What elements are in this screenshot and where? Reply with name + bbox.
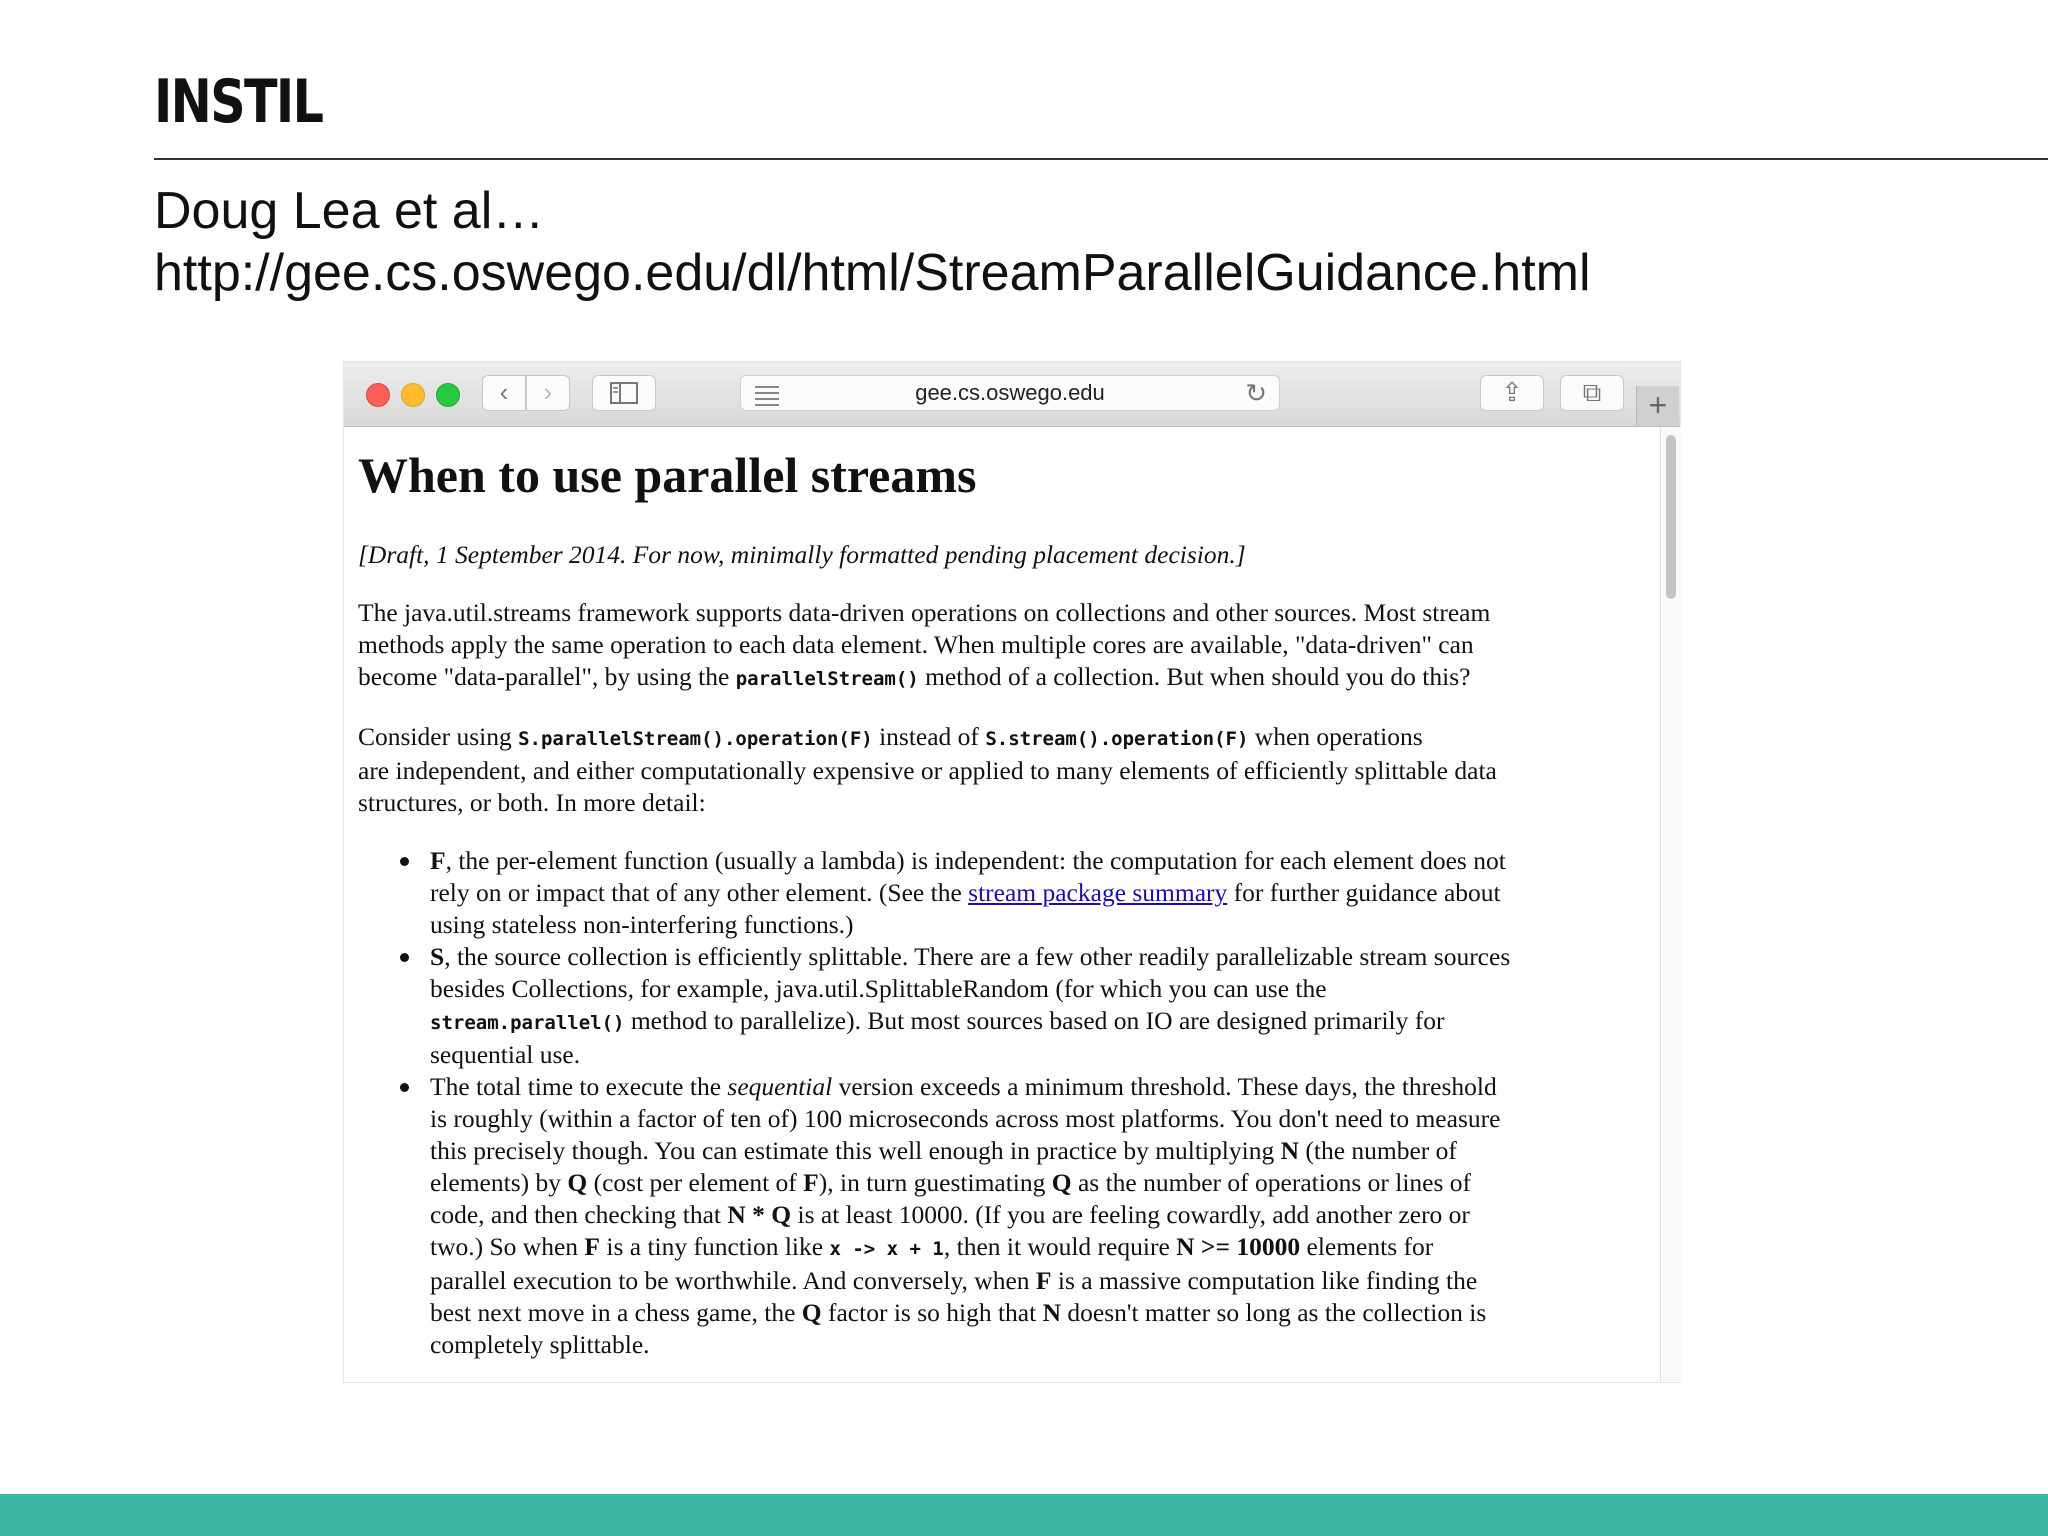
text-span: method to parallelize). But most sources based on IO are designed primarily for [624, 1006, 1445, 1035]
zoom-window-button[interactable] [436, 383, 460, 407]
code-stream-parallel: stream.parallel() [430, 1012, 625, 1034]
text-span: doesn't matter so long as the collection is [1061, 1298, 1487, 1327]
text-span: rely on or impact that of any other element. (See the [430, 878, 969, 907]
plus-icon: + [1648, 387, 1668, 423]
list-line [430, 1167, 1658, 1199]
reload-icon[interactable]: ↻ [1245, 378, 1267, 408]
text-span: elements for [1300, 1232, 1434, 1261]
share-icon: ⇪ [1501, 377, 1523, 407]
draft-note: [Draft, 1 September 2014. For now, minimally formatted pending placement decision.] [358, 540, 1246, 569]
bullet-icon [400, 857, 409, 866]
footer-band [0, 1494, 2048, 1536]
text-span: is at least 10000. (If you are feeling cowardly, add another zero or [791, 1200, 1470, 1229]
bold-term: S [430, 942, 445, 971]
emphasis-text: sequential [727, 1072, 833, 1101]
page-heading: When to use parallel streams [358, 447, 977, 503]
code-lambda: x -> x + 1 [829, 1238, 944, 1260]
source-url-line: http://gee.cs.oswego.edu/dl/html/StreamParallelGuidance.html [154, 244, 1591, 302]
bold-term: N * Q [727, 1200, 792, 1229]
code-parallelstream: parallelStream() [735, 668, 919, 690]
share-button[interactable] [1480, 375, 1544, 411]
text-span: Consider using [358, 722, 519, 751]
close-window-button[interactable] [366, 383, 390, 407]
bold-term: Q [1051, 1168, 1072, 1197]
stream-package-summary-link[interactable]: stream package summary [968, 878, 1228, 907]
scrollbar-thumb[interactable] [1666, 435, 1676, 599]
bold-term: F [1035, 1266, 1052, 1295]
paragraph-line: methods apply the same operation to each data element. When multiple cores are available, "data-driven" can [358, 630, 1474, 659]
text-span: become "data-parallel", by using the [358, 662, 736, 691]
bold-term: Q [801, 1298, 822, 1327]
text-span: two.) So when [430, 1232, 585, 1261]
browser-window [344, 362, 1680, 1382]
text-span: instead of [872, 722, 986, 751]
list-line [430, 1297, 1658, 1329]
chevron-left-icon: ‹ [499, 377, 509, 407]
list-line [430, 1071, 1658, 1103]
page-content [344, 427, 1660, 1382]
bullet-icon [400, 1083, 409, 1092]
list-item [400, 1071, 1658, 1361]
slide-title: INSTIL [154, 67, 323, 137]
paragraph-line: structures, or both. In more detail: [358, 788, 706, 817]
list-item [400, 845, 1658, 941]
consider-paragraph [358, 721, 1658, 819]
new-tab-button[interactable] [1636, 386, 1679, 426]
text-span: , then it would require [943, 1232, 1177, 1261]
bold-term: N >= 10000 [1176, 1232, 1301, 1261]
tab-overview-button[interactable] [1560, 375, 1624, 411]
text-span: when operations [1248, 722, 1423, 751]
address-bar[interactable] [740, 375, 1280, 411]
text-span: this precisely though. You can estimate this well enough in practice by multiplying [430, 1136, 1281, 1165]
paragraph-line: are independent, and either computationally expensive or applied to many elements of efficiently splittable data [358, 756, 1497, 785]
list-line: completely splittable. [430, 1330, 650, 1359]
list-line: using stateless non-interfering functions.) [430, 910, 854, 939]
text-span: (the number of [1299, 1136, 1457, 1165]
text-span: is a massive computation like finding the [1051, 1266, 1478, 1295]
slide-subtitle [154, 180, 1591, 304]
list-line: sequential use. [430, 1040, 581, 1069]
sidebar-icon [610, 382, 638, 404]
bold-term: N [1280, 1136, 1299, 1165]
bullet-icon [400, 953, 409, 962]
bold-term: F [584, 1232, 600, 1261]
chevron-right-icon: › [543, 377, 553, 407]
text-span: code, and then checking that [430, 1200, 728, 1229]
text-span: as the number of operations or lines of [1071, 1168, 1472, 1197]
bold-term: F [430, 846, 446, 875]
text-span: is a tiny function like [600, 1232, 830, 1261]
list-line [430, 1005, 1658, 1039]
forward-button[interactable] [526, 375, 570, 411]
address-url: gee.cs.oswego.edu [915, 380, 1105, 405]
text-span: ), in turn guestimating [818, 1168, 1052, 1197]
text-span: , the source collection is efficiently splittable. There are a few other readily parallelizable stream sources [444, 942, 1511, 971]
code-sequential-operation: S.stream().operation(F) [985, 728, 1249, 750]
bold-term: N [1042, 1298, 1062, 1327]
text-span: for further guidance about [1227, 878, 1501, 907]
list-item [400, 941, 1658, 1071]
text-span: elements) by [430, 1168, 568, 1197]
code-parallel-operation: S.parallelStream().operation(F) [518, 728, 873, 750]
list-line [430, 1135, 1658, 1167]
sidebar-toggle-button[interactable] [592, 375, 656, 411]
back-button[interactable] [482, 375, 526, 411]
text-span: (cost per element of [587, 1168, 804, 1197]
text-span: factor is so high that [821, 1298, 1043, 1327]
text-span: best next move in a chess game, the [430, 1298, 802, 1327]
paragraph-line [358, 661, 1658, 695]
list-line [430, 877, 1658, 909]
browser-toolbar [344, 362, 1680, 427]
paragraph-line: The java.util.streams framework supports data-driven operations on collections and other sources. Most stream [358, 598, 1491, 627]
text-span: The total time to execute the [430, 1072, 728, 1101]
list-line [430, 1199, 1658, 1231]
minimize-window-button[interactable] [401, 383, 425, 407]
criteria-list [358, 845, 1658, 1361]
intro-paragraph [358, 597, 1658, 695]
tabs-icon: ⧉ [1582, 377, 1602, 407]
list-line [430, 941, 1658, 973]
paragraph-line [358, 721, 1658, 755]
list-line [430, 1231, 1658, 1265]
author-line: Doug Lea et al… [154, 182, 545, 240]
text-span: parallel execution to be worthwhile. And conversely, when [430, 1266, 1036, 1295]
text-span: method of a collection. But when should you do this? [918, 662, 1471, 691]
list-line: is roughly (within a factor of ten of) 100 microseconds across most platforms. You don't need to measure [430, 1104, 1501, 1133]
list-line: besides Collections, for example, java.util.SplittableRandom (for which you can use the [430, 974, 1327, 1003]
bold-term: F [803, 1168, 819, 1197]
bold-term: Q [567, 1168, 588, 1197]
vertical-scrollbar[interactable] [1660, 427, 1681, 1382]
list-line [430, 1265, 1658, 1297]
text-span: version exceeds a minimum threshold. These days, the threshold [832, 1072, 1497, 1101]
title-divider [154, 158, 2048, 160]
list-line [430, 845, 1658, 877]
text-span: , the per-element function (usually a lambda) is independent: the computation for each element does not [445, 846, 1506, 875]
